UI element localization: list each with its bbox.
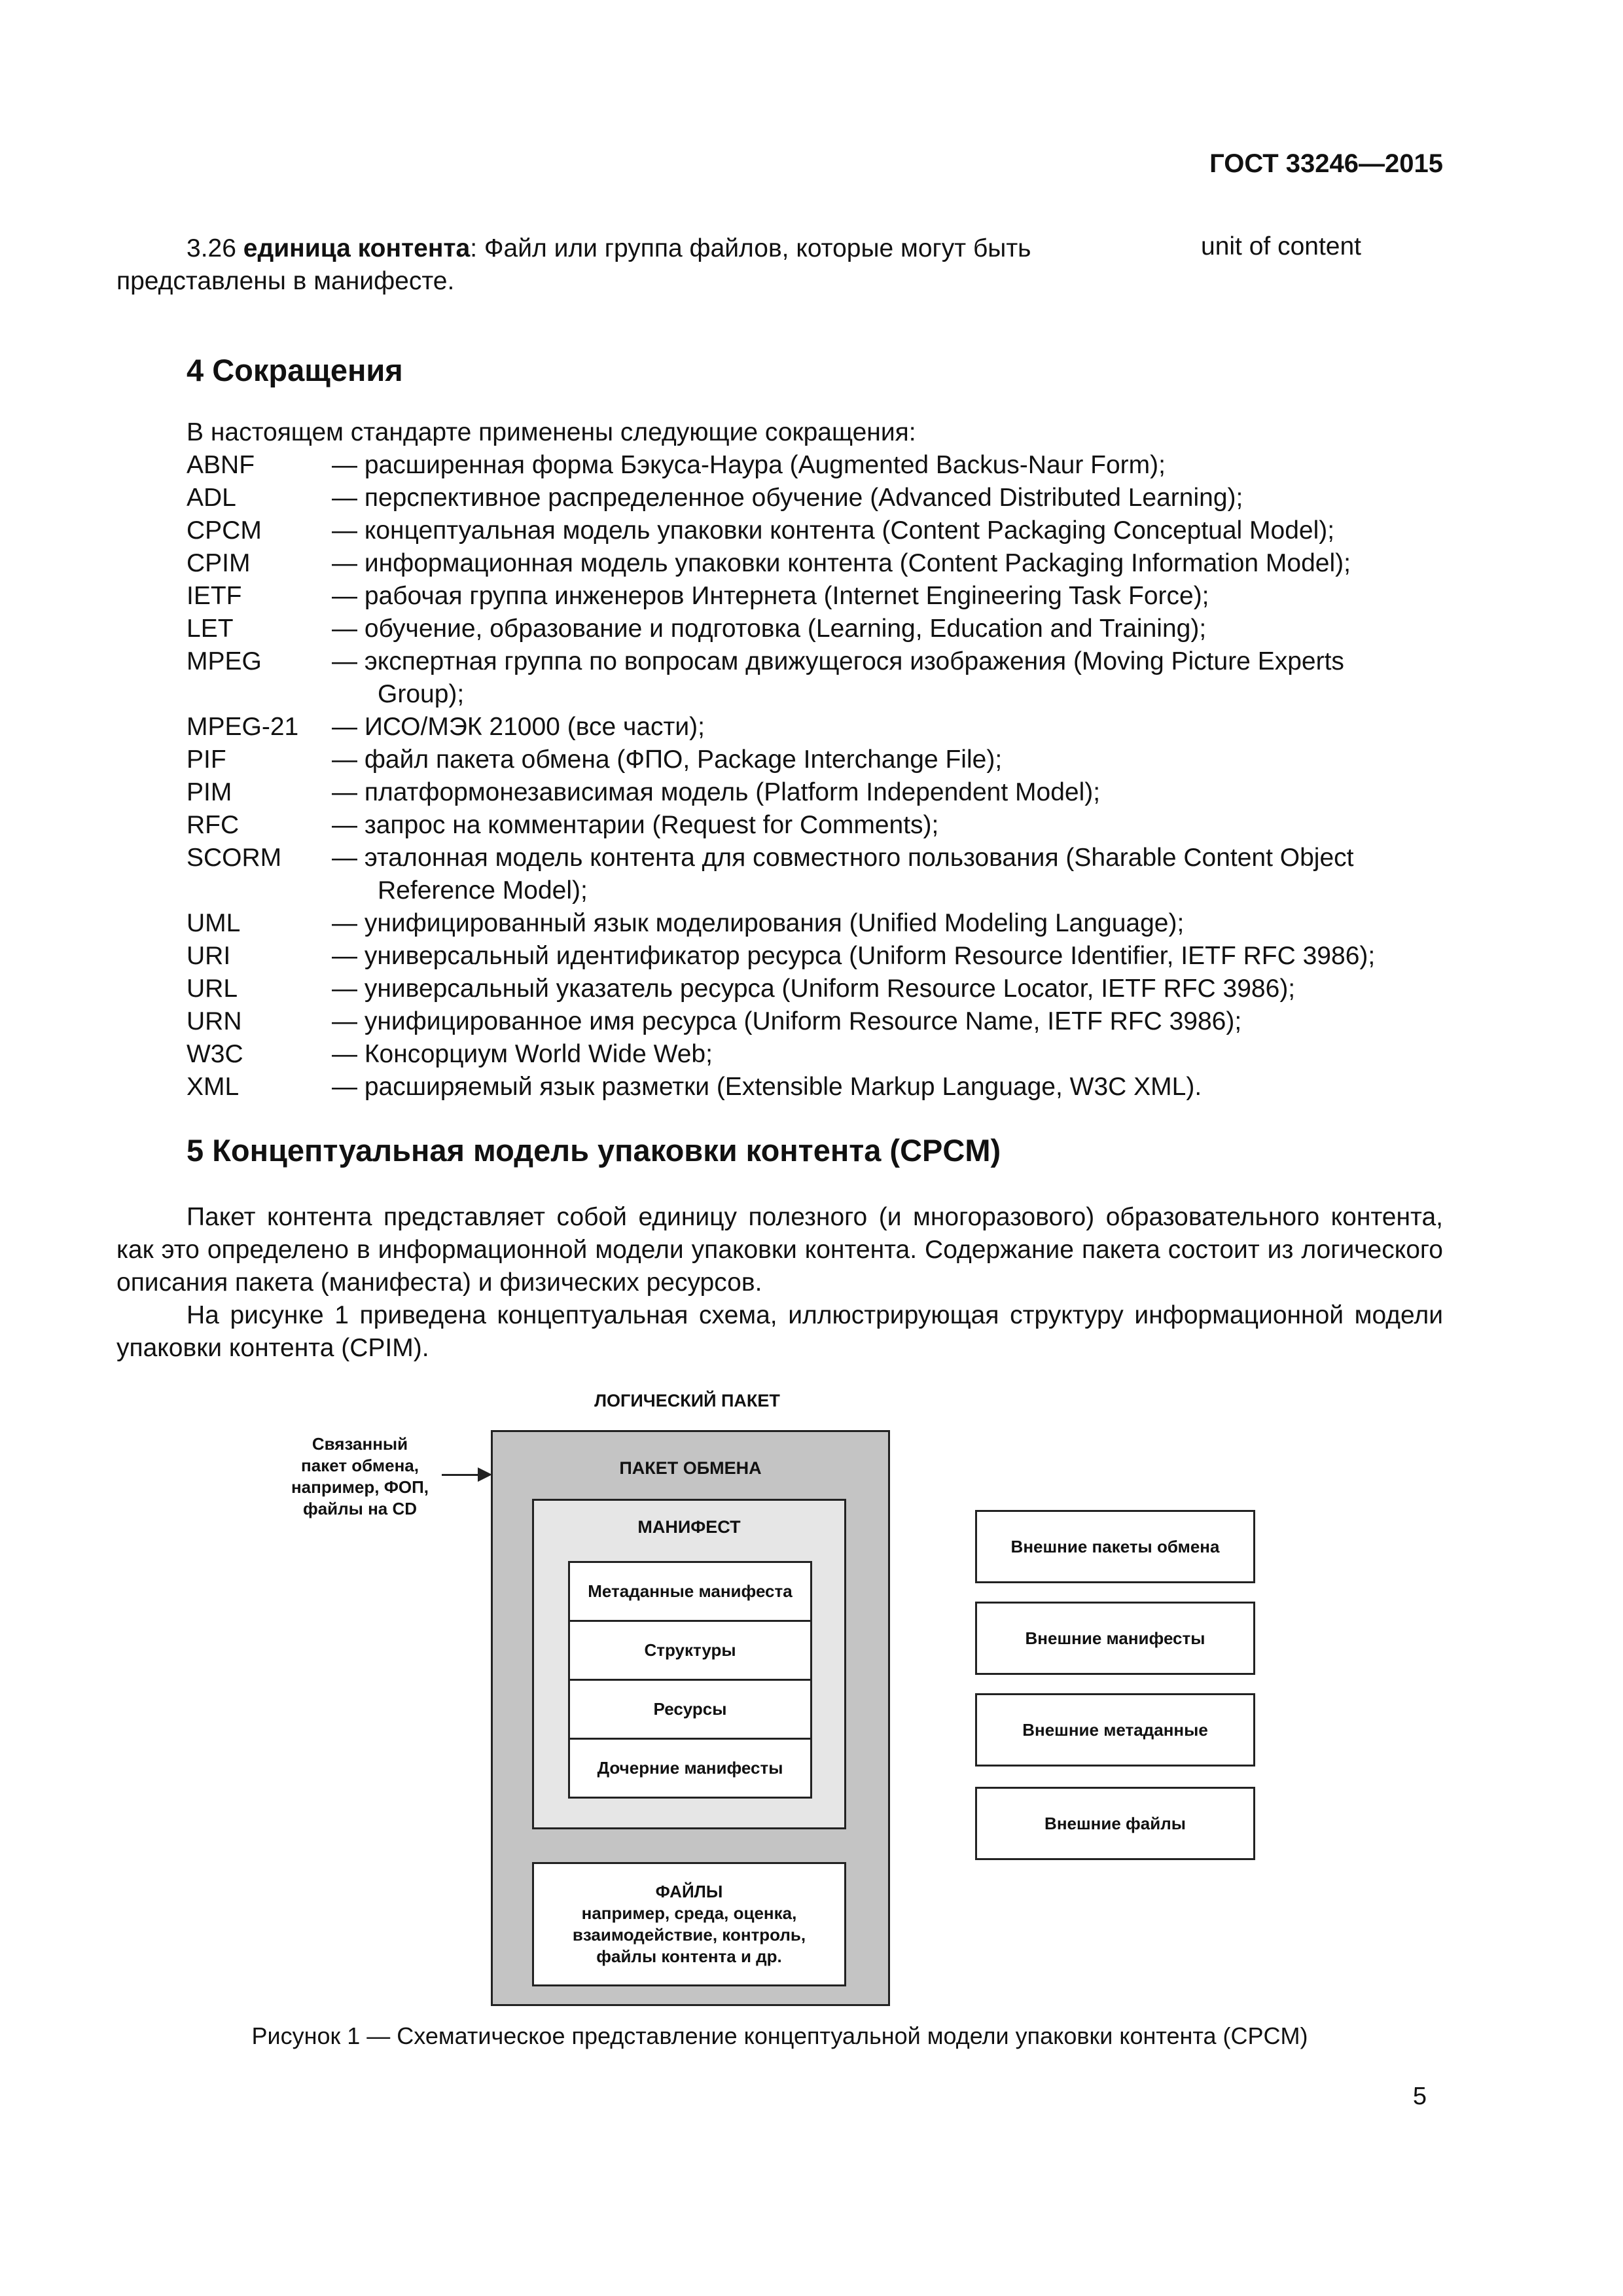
abbreviation-text-line: — ИСО/МЭК 21000 (все части); [332, 713, 705, 741]
external-files: Внешние файлы [975, 1787, 1255, 1860]
abbreviation-text-line: — универсальный указатель ресурса (Uniform Resource Locator, IETF RFC 3986); [332, 975, 1296, 1003]
abbreviation-key: CPIM [187, 549, 251, 577]
abbreviation-text-line: — эталонная модель контента для совместного пользования (Sharable Content Object [332, 844, 1354, 872]
abbreviation-text-line: — обучение, образование и подготовка (Learning, Education and Training); [332, 615, 1207, 643]
abbreviation-key: ADL [187, 484, 236, 512]
arrow-line [442, 1474, 482, 1476]
abbreviation-text [332, 645, 1443, 711]
abbreviation-key: URN [187, 1007, 242, 1035]
external-metadata: Внешние метаданные [975, 1693, 1255, 1767]
term-name: единица контента [243, 234, 471, 262]
abbreviation-key: URI [187, 942, 231, 970]
abbreviation-text-continuation: Reference Model); [378, 876, 588, 905]
abbreviation-key: LET [187, 615, 234, 643]
abbreviation-row [187, 1005, 1443, 1038]
abbreviation-text-line: — Консорциум World Wide Web; [332, 1040, 713, 1068]
abbreviation-row [187, 645, 1443, 711]
abbreviation-row [187, 613, 1443, 645]
abbreviation-text [332, 514, 1443, 547]
abbreviation-text-line: — экспертная группа по вопросам движущегося изображения (Moving Picture Experts [332, 647, 1344, 675]
term-number: 3.26 [187, 234, 236, 262]
abbreviation-key: MPEG-21 [187, 713, 299, 741]
abbreviation-row [187, 940, 1443, 973]
abbreviation-text-line: — унифицированный язык моделирования (Unified Modeling Language); [332, 909, 1185, 937]
abbreviation-row [187, 842, 1443, 907]
abbreviation-text [332, 1038, 1443, 1071]
manifest-label: МАНИФЕСТ [637, 1517, 741, 1537]
abbreviation-key: CPCM [187, 516, 262, 545]
abbreviation-text [332, 973, 1443, 1005]
files-line: например, среда, оценка, [581, 1903, 797, 1923]
external-exchange-packages: Внешние пакеты обмена [975, 1510, 1255, 1583]
abbreviation-text [332, 744, 1443, 776]
manifest-item-metadata: Метаданные манифеста [588, 1581, 793, 1601]
abbreviation-row [187, 776, 1443, 809]
abbreviation-key: MPEG [187, 647, 262, 675]
linked-line: пакет обмена, [301, 1456, 419, 1475]
abbreviation-key: XML [187, 1073, 240, 1101]
abbreviation-row [187, 482, 1443, 514]
abbreviation-text-line: — информационная модель упаковки контента (Content Packaging Information Model); [332, 549, 1351, 577]
abbreviation-text [332, 449, 1443, 482]
abbreviation-text [332, 1005, 1443, 1038]
figure-title-logical-package: ЛОГИЧЕСКИЙ ПАКЕТ [594, 1391, 780, 1410]
abbreviation-row [187, 547, 1443, 580]
manifest-item-child-manifests: Дочерние манифесты [570, 1738, 810, 1797]
abbreviation-text [332, 776, 1443, 809]
abbreviation-text [332, 809, 1443, 842]
abbreviation-row [187, 809, 1443, 842]
abbreviation-text [332, 842, 1443, 907]
files-line: файлы контента и др. [596, 1946, 782, 1966]
abbreviation-key: SCORM [187, 844, 282, 872]
abbreviation-text-continuation: Group); [378, 680, 465, 708]
abbreviation-text-line: — рабочая группа инженеров Интернета (Internet Engineering Task Force); [332, 582, 1209, 610]
manifest-items [568, 1561, 812, 1799]
abbreviation-text [332, 613, 1443, 645]
abbreviation-intro: В настоящем стандарте применены следующие сокращения: [187, 418, 916, 446]
abbreviation-row [187, 907, 1443, 940]
abbreviation-text-line: — расширенная форма Бэкуса-Наура (Augmented Backus-Naur Form); [332, 451, 1166, 479]
external-manifests: Внешние манифесты [975, 1602, 1255, 1675]
section-title-abbreviations: 4 Сокращения [187, 353, 403, 387]
abbreviation-row [187, 711, 1443, 744]
abbreviation-key: PIF [187, 745, 226, 774]
linked-package-label [262, 1433, 458, 1520]
abbreviation-text [332, 940, 1443, 973]
abbreviation-key: ABNF [187, 451, 255, 479]
section-body [116, 1201, 1443, 1365]
page-number: 5 [1412, 2083, 1427, 2110]
arrow-right-icon [478, 1467, 492, 1482]
abbreviation-text [332, 907, 1443, 940]
files-title: ФАЙЛЫ [655, 1882, 723, 1901]
abbreviation-row [187, 449, 1443, 482]
section-title-cpcm: 5 Концептуальная модель упаковки контента (CPCM) [187, 1133, 1001, 1168]
abbreviation-row [187, 1071, 1443, 1103]
abbreviation-text-line: — концептуальная модель упаковки контента (Content Packaging Conceptual Model); [332, 516, 1335, 545]
figure-caption: Рисунок 1 — Схематическое представление концептуальной модели упаковки контента (CPCM) [251, 2022, 1308, 2049]
abbreviation-row [187, 973, 1443, 1005]
term-text: : Файл или группа файлов, которые могут быть представлены в манифесте. [116, 234, 1031, 295]
abbreviation-text-line: — файл пакета обмена (ФПО, Package Interchange File); [332, 745, 1003, 774]
exchange-package-label: ПАКЕТ ОБМЕНА [619, 1458, 762, 1478]
files-box [532, 1862, 846, 1986]
abbreviation-text [332, 547, 1443, 580]
abbreviation-key: UML [187, 909, 241, 937]
abbreviation-text-line: — унифицированное имя ресурса (Uniform Resource Name, IETF RFC 3986); [332, 1007, 1242, 1035]
linked-line: файлы на CD [302, 1499, 418, 1518]
manifest-item-structures: Структуры [570, 1620, 810, 1679]
abbreviation-row [187, 580, 1443, 613]
abbreviation-text-line: — универсальный идентификатор ресурса (Uniform Resource Identifier, IETF RFC 3986); [332, 942, 1376, 970]
abbreviation-text [332, 482, 1443, 514]
abbreviation-text [332, 711, 1443, 744]
abbreviation-list [187, 416, 1443, 1103]
abbreviation-key: PIM [187, 778, 232, 806]
abbreviation-text-line: — платформонезависимая модель (Platform Independent Model); [332, 778, 1101, 806]
standard-code: ГОСТ 33246—2015 [1209, 149, 1443, 178]
abbreviation-row [187, 514, 1443, 547]
abbreviation-key: RFC [187, 811, 240, 839]
abbreviation-text [332, 580, 1443, 613]
abbreviation-key: W3C [187, 1040, 243, 1068]
abbreviation-key: URL [187, 975, 238, 1003]
paragraph: Пакет контента представляет собой единицу полезного (и многоразового) образовательного контента, как это определено в информационной модели упаковки контента. Содержание пакета состоит из логического описания пакета (манифеста) и физических ресурсов. [116, 1203, 1443, 1297]
abbreviation-text [332, 1071, 1443, 1103]
linked-line: например, ФОП, [291, 1477, 429, 1497]
abbreviation-text-line: — расширяемый язык разметки (Extensible Markup Language, W3C XML). [332, 1073, 1202, 1101]
linked-line: Связанный [312, 1434, 408, 1454]
abbreviation-text-line: — запрос на комментарии (Request for Comments); [332, 811, 939, 839]
term-definition [116, 232, 1180, 298]
files-line: взаимодействие, контроль, [572, 1925, 806, 1945]
term-english: unit of content [1201, 232, 1362, 260]
manifest-item-resources: Ресурсы [570, 1679, 810, 1738]
abbreviation-row [187, 1038, 1443, 1071]
paragraph: На рисунке 1 приведена концептуальная схема, иллюстрирующая структуру информационной модели упаковки контента (CPIM). [116, 1301, 1443, 1362]
abbreviation-row [187, 744, 1443, 776]
abbreviation-key: IETF [187, 582, 242, 610]
abbreviation-text-line: — перспективное распределенное обучение (Advanced Distributed Learning); [332, 484, 1243, 512]
